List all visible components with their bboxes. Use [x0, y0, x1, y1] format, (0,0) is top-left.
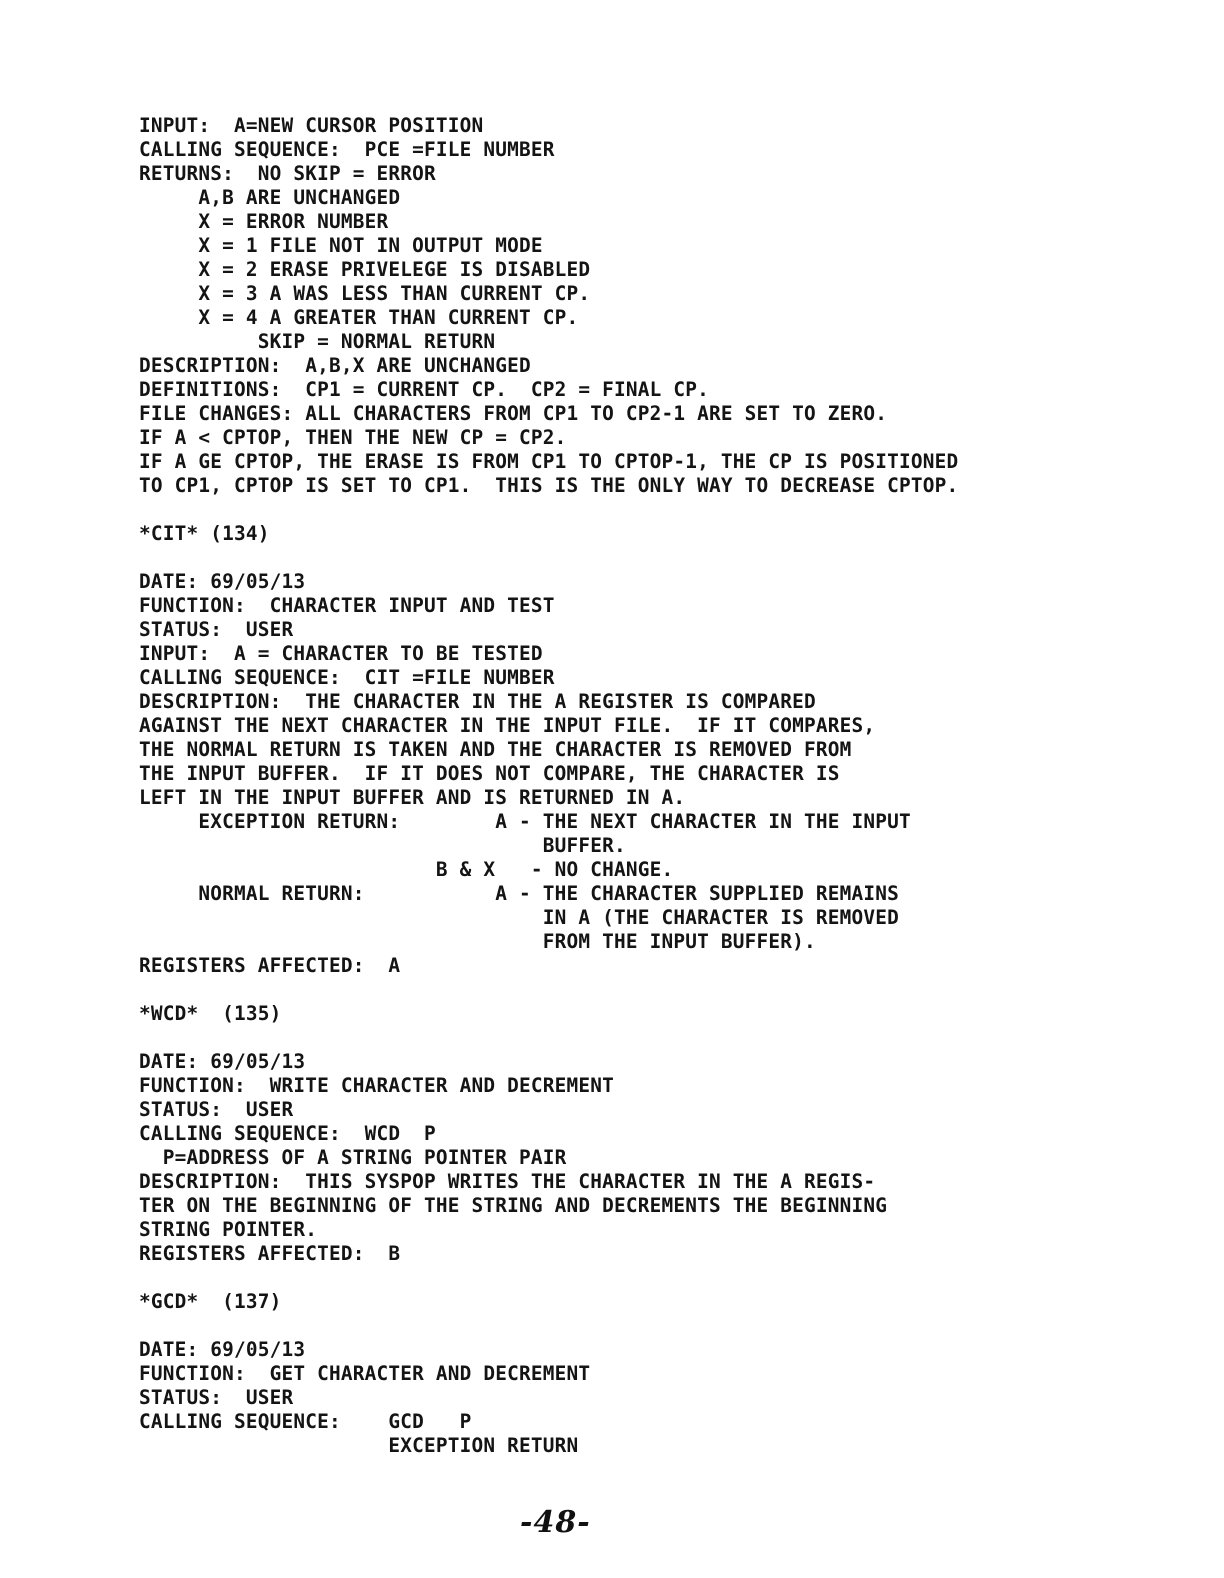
text-line: EXCEPTION RETURN: A - THE NEXT CHARACTER IN THE INPUT — [139, 810, 911, 833]
blank-line — [139, 546, 958, 570]
text-line: INPUT: A=NEW CURSOR POSITION — [139, 114, 484, 137]
text-line: BUFFER. — [139, 834, 626, 857]
blank-line — [139, 1314, 958, 1338]
text-line: STATUS: USER — [139, 1386, 294, 1409]
text-line: SKIP = NORMAL RETURN — [139, 330, 496, 353]
text-line: X = 3 A WAS LESS THAN CURRENT CP. — [139, 282, 591, 305]
text-line: CALLING SEQUENCE: PCE =FILE NUMBER — [139, 138, 555, 161]
text-line: IN A (THE CHARACTER IS REMOVED — [139, 906, 899, 929]
text-line: X = 2 ERASE PRIVELEGE IS DISABLED — [139, 258, 591, 281]
blank-line — [139, 498, 958, 522]
text-line: STATUS: USER — [139, 618, 294, 641]
text-line: CALLING SEQUENCE: CIT =FILE NUMBER — [139, 666, 555, 689]
text-line: THE INPUT BUFFER. IF IT DOES NOT COMPARE, THE CHARACTER IS — [139, 762, 840, 785]
text-line: DESCRIPTION: A,B,X ARE UNCHANGED — [139, 354, 531, 377]
text-line: THE NORMAL RETURN IS TAKEN AND THE CHARACTER IS REMOVED FROM — [139, 738, 852, 761]
text-line: STATUS: USER — [139, 1098, 294, 1121]
text-line: DESCRIPTION: THIS SYSPOP WRITES THE CHARACTER IN THE A REGIS- — [139, 1170, 876, 1193]
text-line: FUNCTION: CHARACTER INPUT AND TEST — [139, 594, 555, 617]
text-line: RETURNS: NO SKIP = ERROR — [139, 162, 436, 185]
blank-line — [139, 1266, 958, 1290]
text-line: *GCD* (137) — [139, 1290, 282, 1313]
text-line: DATE: 69/05/13 — [139, 1050, 306, 1073]
text-line: INPUT: A = CHARACTER TO BE TESTED — [139, 642, 543, 665]
text-line: X = ERROR NUMBER — [139, 210, 389, 233]
text-line: FUNCTION: WRITE CHARACTER AND DECREMENT — [139, 1074, 614, 1097]
text-line: *CIT* (134) — [139, 522, 270, 545]
text-line: AGAINST THE NEXT CHARACTER IN THE INPUT FILE. IF IT COMPARES, — [139, 714, 876, 737]
text-line: IF A GE CPTOP, THE ERASE IS FROM CP1 TO CPTOP-1, THE CP IS POSITIONED — [139, 450, 959, 473]
text-line: P=ADDRESS OF A STRING POINTER PAIR — [139, 1146, 567, 1169]
text-line: *WCD* (135) — [139, 1002, 282, 1025]
text-line: DEFINITIONS: CP1 = CURRENT CP. CP2 = FINAL CP. — [139, 378, 709, 401]
blank-line — [139, 1026, 958, 1050]
text-line: A,B ARE UNCHANGED — [139, 186, 401, 209]
text-line: FILE CHANGES: ALL CHARACTERS FROM CP1 TO CP2-1 ARE SET TO ZERO. — [139, 402, 888, 425]
text-line: DESCRIPTION: THE CHARACTER IN THE A REGISTER IS COMPARED — [139, 690, 816, 713]
text-line: TER ON THE BEGINNING OF THE STRING AND DECREMENTS THE BEGINNING — [139, 1194, 888, 1217]
text-line: DATE: 69/05/13 — [139, 1338, 306, 1361]
text-line: CALLING SEQUENCE: GCD P — [139, 1410, 472, 1433]
text-line: X = 4 A GREATER THAN CURRENT CP. — [139, 306, 579, 329]
text-line: REGISTERS AFFECTED: A — [139, 954, 401, 977]
text-line: NORMAL RETURN: A - THE CHARACTER SUPPLIED REMAINS — [139, 882, 899, 905]
text-line: STRING POINTER. — [139, 1218, 318, 1241]
text-line: EXCEPTION RETURN — [139, 1434, 579, 1457]
text-line: REGISTERS AFFECTED: B — [139, 1242, 401, 1265]
document-body — [139, 114, 958, 1458]
text-line: IF A < CPTOP, THEN THE NEW CP = CP2. — [139, 426, 567, 449]
text-line: TO CP1, CPTOP IS SET TO CP1. THIS IS THE ONLY WAY TO DECREASE CPTOP. — [139, 474, 959, 497]
text-line: B & X - NO CHANGE. — [139, 858, 674, 881]
text-line: DATE: 69/05/13 — [139, 570, 306, 593]
text-line: X = 1 FILE NOT IN OUTPUT MODE — [139, 234, 543, 257]
text-line: LEFT IN THE INPUT BUFFER AND IS RETURNED IN A. — [139, 786, 686, 809]
text-line: FROM THE INPUT BUFFER). — [139, 930, 816, 953]
text-line: FUNCTION: GET CHARACTER AND DECREMENT — [139, 1362, 591, 1385]
blank-line — [139, 978, 958, 1002]
text-line: CALLING SEQUENCE: WCD P — [139, 1122, 436, 1145]
page-number: -48- — [520, 1505, 591, 1540]
